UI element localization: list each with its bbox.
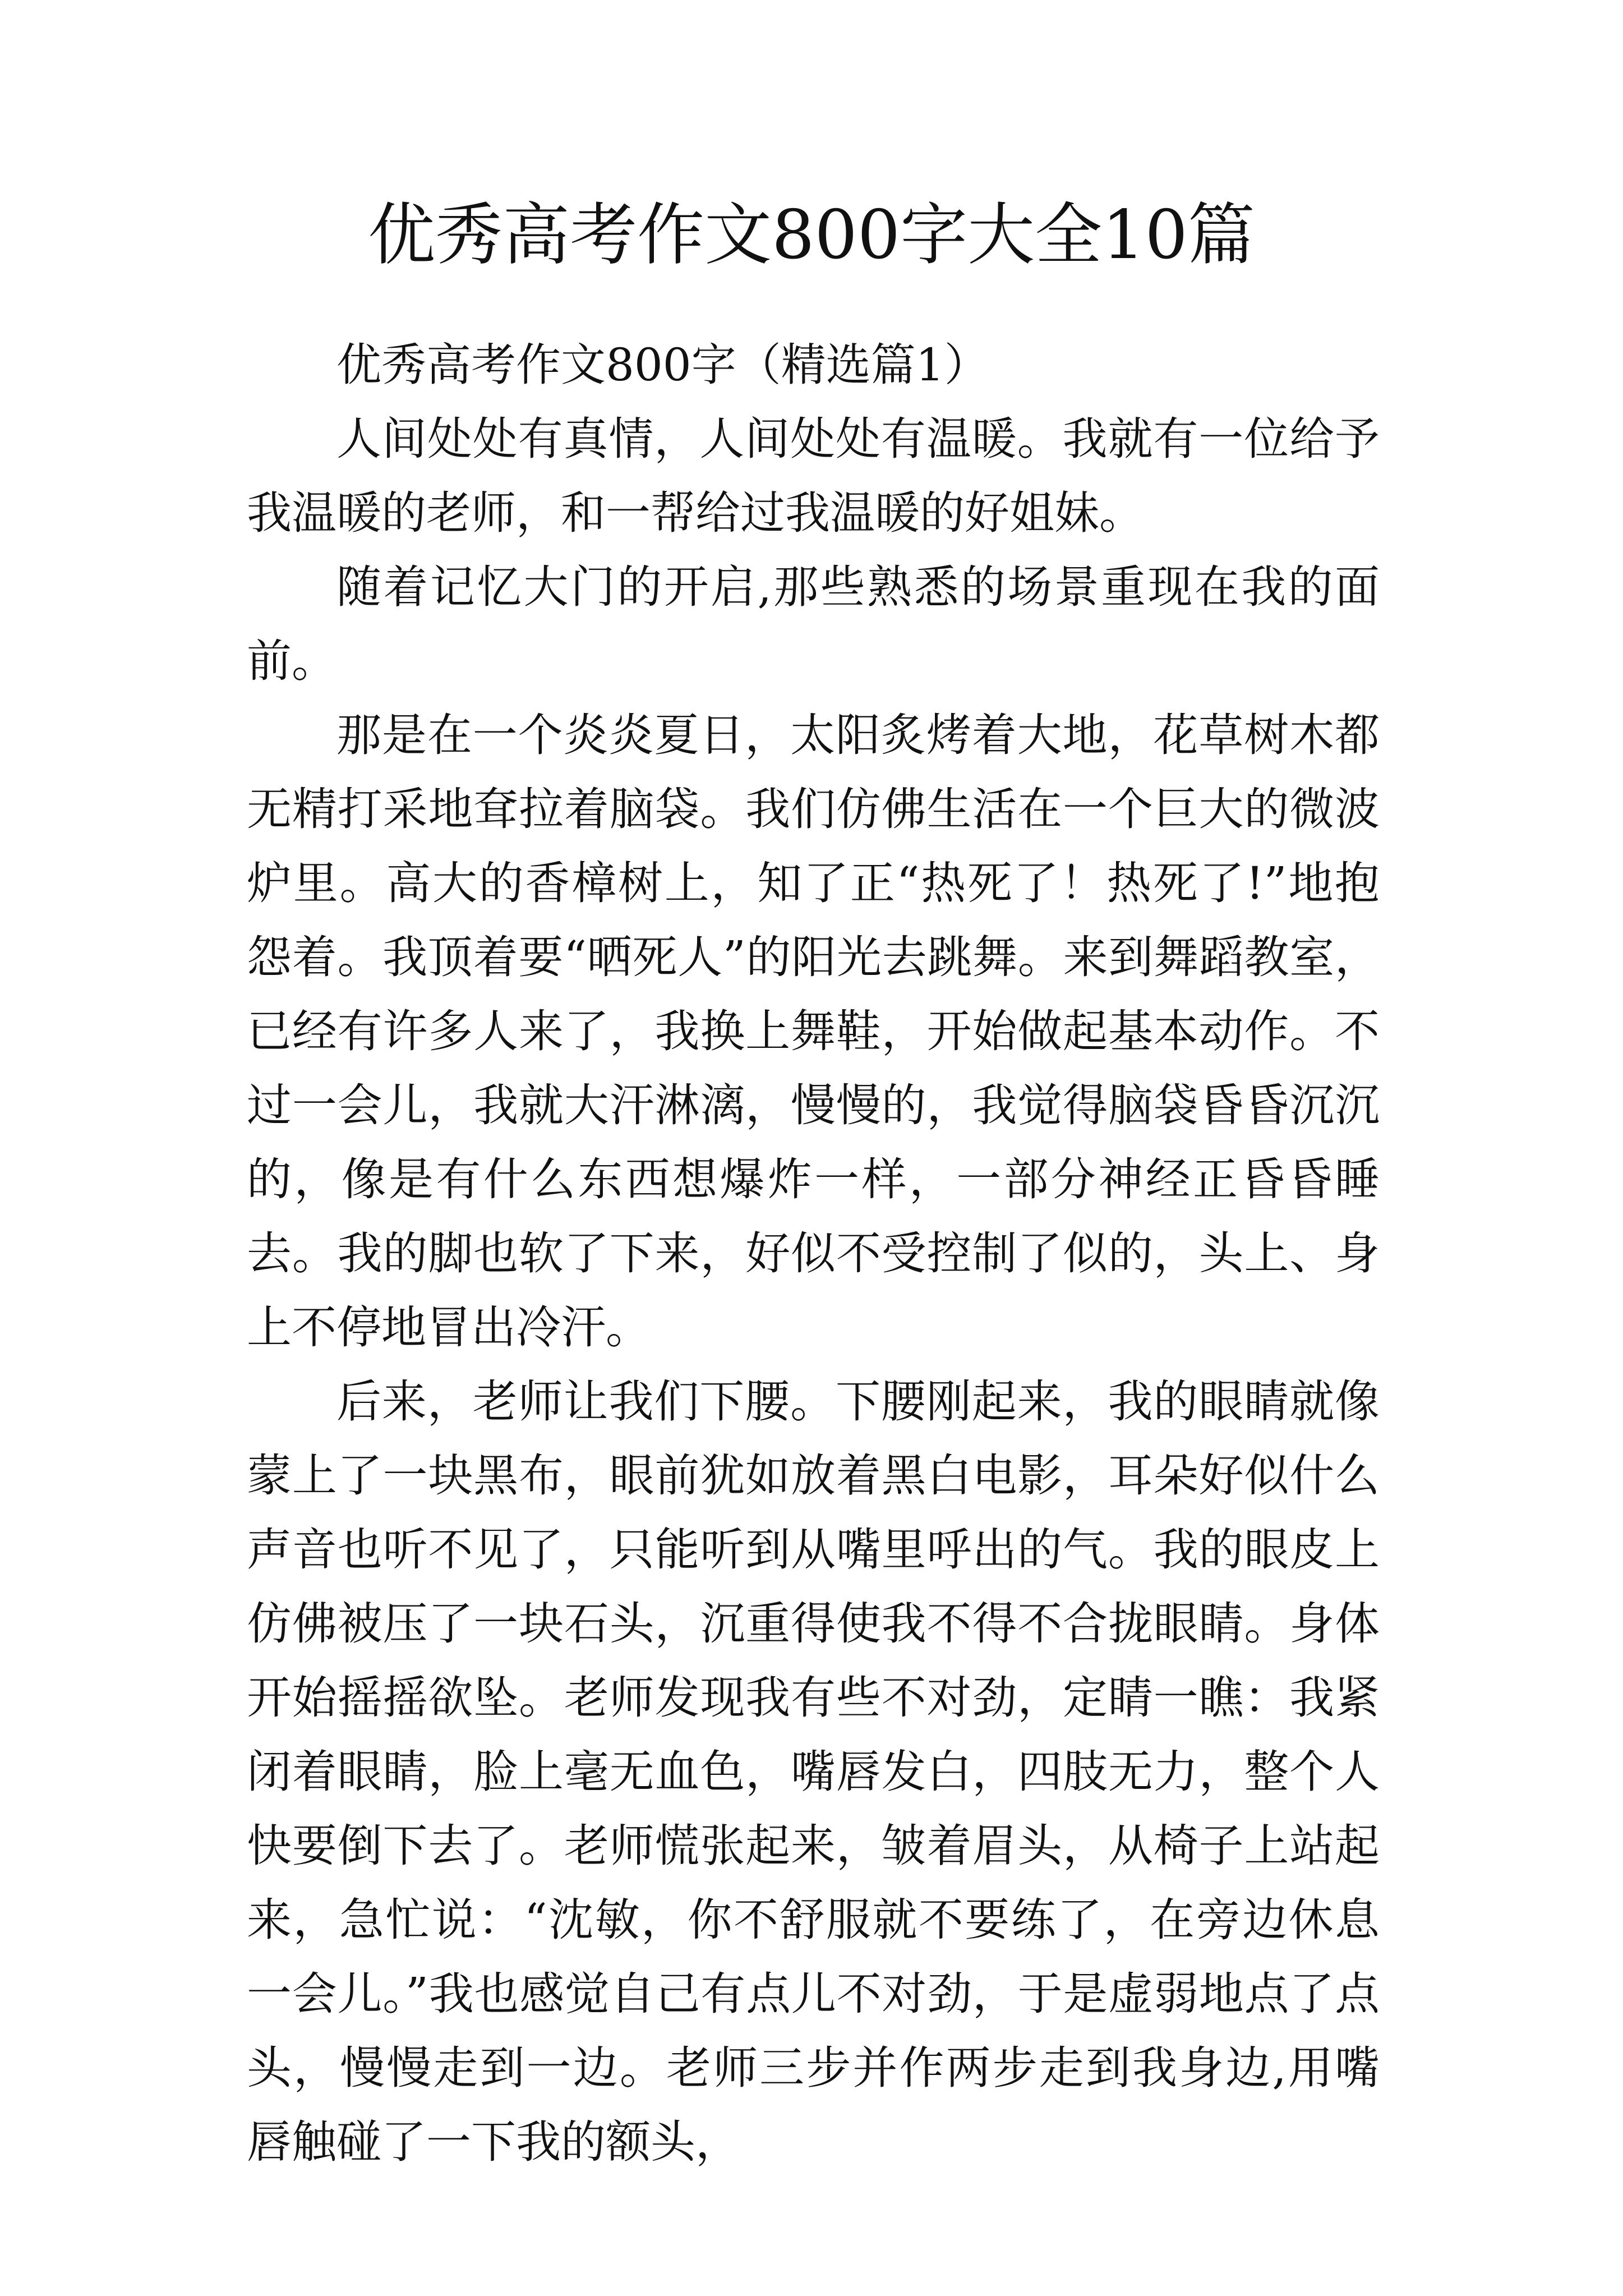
section-heading: 优秀高考作文800字（精选篇1） <box>336 339 989 391</box>
document-title: 优秀高考作文800字大全10篇 <box>368 196 1255 274</box>
document-body <box>247 328 1380 2179</box>
paragraph: 后来，老师让我们下腰。下腰刚起来，我的眼睛就像蒙上了一块黑布，眼前犹如放着黑白电影，耳朵好似什么声音也听不见了，只能听到从嘴里呼出的气。我的眼皮上仿佛被压了一块石头，沉重得使我不得不合拢眼睛。身体开始摇摇欲坠。老师发现我有些不对劲，定睛一瞧：我紧闭着眼睛，脸上毫无血色，嘴唇发白，四肢无力，整个人快要倒下去了。老师慌张起来，皱着眉头，从椅子上站起来，急忙说：“沈敏，你不舒服就不要练了，在旁边休息一会儿。”我也感觉自己有点儿不对劲，于是虚弱地点了点头，慢慢走到一边。老师三步并作两步走到我身边,用嘴唇触碰了一下我的额头， <box>247 1375 1380 2168</box>
paragraph: 随着记忆大门的开启,那些熟悉的场景重现在我的面前。 <box>247 561 1380 687</box>
paragraph: 人间处处有真情，人间处处有温暖。我就有一位给予我温暖的老师，和一帮给过我温暖的好姐妹。 <box>247 413 1380 539</box>
paragraph: 那是在一个炎炎夏日，太阳炙烤着大地，花草树木都无精打采地耷拉着脑袋。我们仿佛生活在一个巨大的微波炉里。高大的香樟树上，知了正“热死了！热死了!”地抱怨着。我顶着要“晒死人”的阳光去跳舞。来到舞蹈教室，已经有许多人来了，我换上舞鞋，开始做起基本动作。不过一会儿，我就大汗淋漓，慢慢的，我觉得脑袋昏昏沉沉的，像是有什么东西想爆炸一样，一部分神经正昏昏睡去。我的脚也软了下来，好似不受控制了似的，头上、身上不停地冒出冷汗。 <box>247 709 1380 1354</box>
